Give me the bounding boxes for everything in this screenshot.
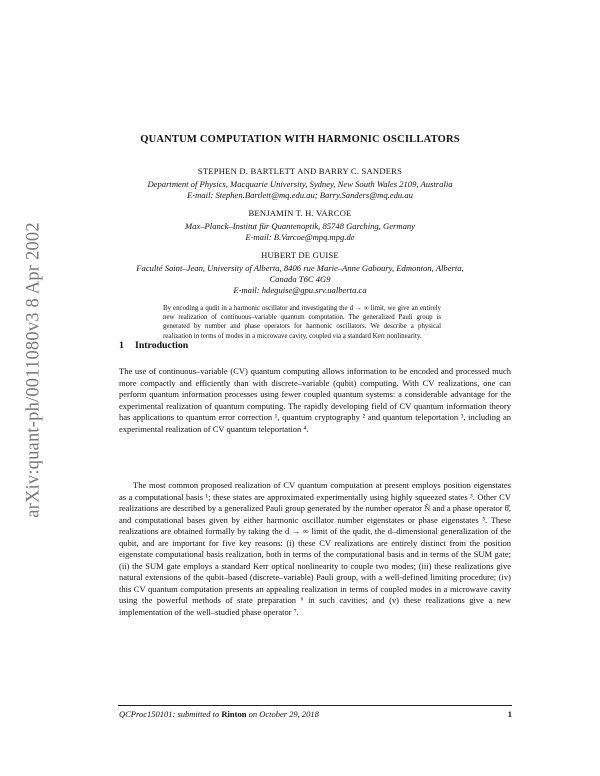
paper-title: QUANTUM COMPUTATION WITH HARMONIC OSCILLATORS (140, 134, 460, 145)
paragraph-1-text: The use of continuous–variable (CV) quantum computing allows information to be encoded and processed much more compactly and efficiently than with discrete–variable (qubit) computing. With CV realizations, one can perform quantum information processes using fewer coupled quantum systems: a considerable advantage for the experimental realization of quantum computing. The rapidly developing field of CV quantum information theory has applications to quantum error correction ¹, quantum cryptography ² and quantum teleportation ³, including an experimental realization of CV quantum teleportation ⁴. (119, 366, 511, 434)
section-title: Introduction (135, 340, 189, 351)
authors-2: BENJAMIN T. H. VARCOE (248, 208, 352, 218)
section-number: 1 (119, 340, 124, 351)
affiliation-3-line2: Canada T6C 4G9 (269, 274, 331, 284)
page-number: 1 (507, 709, 512, 719)
paragraph-1 (119, 366, 511, 435)
footer-rule (118, 705, 512, 706)
affiliation-1: Department of Physics, Macquarie University, Sydney, New South Wales 2109, Australia (147, 179, 453, 189)
abstract: By encoding a qudit in a harmonic oscillator and investigating the d → ∞ limit, we give an entirely new realization of continuous–variable quantum computation. The generalized Pauli group is generated by number and phase operators for harmonic oscillators. We describe a physical realization in terms of modes in a microwave cavity, coupled via a standard Kerr nonlinearity. (163, 305, 441, 340)
affiliation-2: Max–Planck–Institut für Quantenoptik, 85748 Garching, Germany (184, 221, 415, 231)
paragraph-2-text: The most common proposed realization of CV quantum computation at present employs position eigenstates as a computational basis ¹; these states are approximated experimentally using highly squeezed states ³. Other CV realizations are described by a generalized Pauli group generated by the number operator N̂ and a phase operator θ̂, and computational bases given by either harmonic oscillator number eigenstates or phase eigenstates ⁵. These realizations are obtained formally by taking the d → ∞ limit of the qudit, the d–dimensional generalization of the qubit, and are important for five key reasons: (i) these CV realizations are entirely distinct from the position eigenstate computational basis realization, both in terms of the computational basis and in terms of the SUM gate; (ii) the SUM gate employs a standard Kerr optical nonlinearity to couple two modes; (iii) these realizations give natural extensions of the qubit–based (discrete–variable) Pauli group, with a well-defined limiting procedure; (iv) this CV quantum computation presents an appealing realization in terms of coupled modes in a microwave cavity using the powerful methods of state preparation ⁶ in such cavities; and (v) these realizations give a new implementation of the well–studied phase operator ⁷. (119, 480, 511, 617)
arxiv-id: arXiv:quant-ph/0011080v3 8 Apr 2002 (23, 222, 44, 518)
footer (119, 709, 512, 719)
footer-publisher: Rinton (221, 709, 247, 719)
section-heading (119, 340, 188, 351)
authors-1: STEPHEN D. BARTLETT AND BARRY C. SANDERS (197, 166, 403, 176)
footer-pre: QCProc150101: submitted to (119, 709, 222, 719)
paragraph-2 (119, 480, 511, 618)
email-3: E-mail: hdeguise@gpu.srv.ualberta.ca (233, 285, 367, 295)
email-1: E-mail: Stephen.Bartlett@mq.edu.au; Barry.Sanders@mq.edu.au (187, 190, 413, 200)
footer-date: on October 29, 2018 (246, 709, 319, 719)
affiliation-3-line1: Faculté Saint–Jean, University of Alberta, 8406 rue Marie–Anne Gaboury, Edmonton, Alberta, (136, 263, 464, 273)
authors-3: HUBERT DE GUISE (261, 250, 339, 260)
email-2: E-mail: B.Varcoe@mpq.mpg.de (245, 232, 355, 242)
